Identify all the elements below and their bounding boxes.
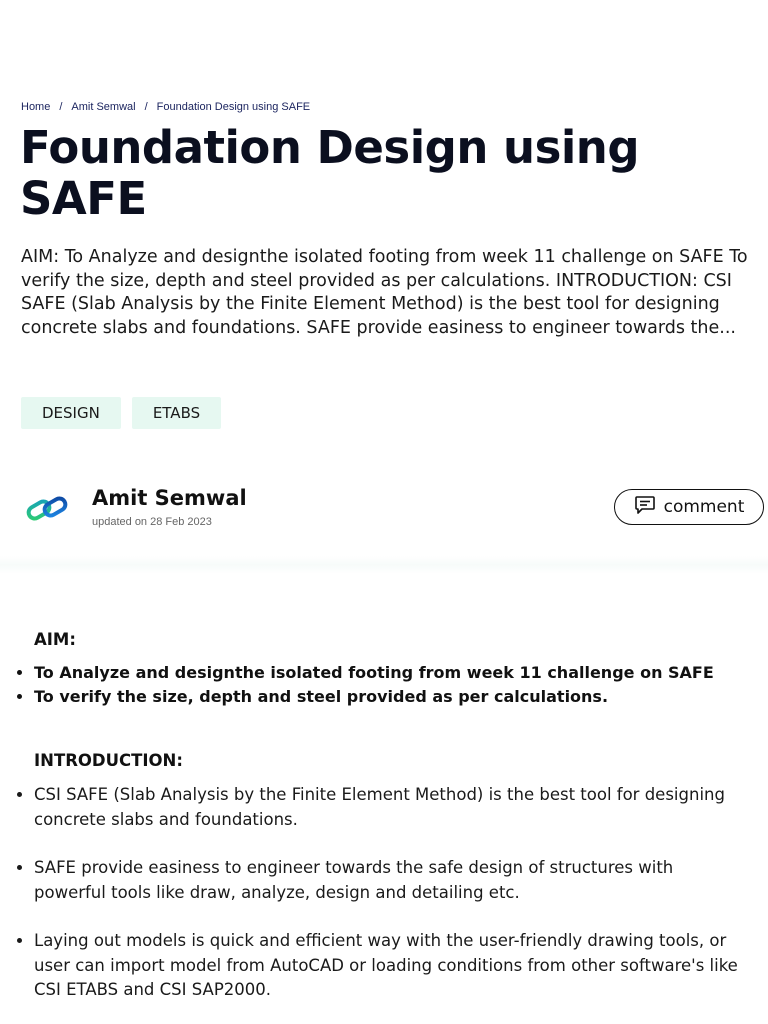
list-item: • CSI SAFE (Slab Analysis by the Finite Element Method) is the best tool for designing concrete slabs and foundations. (34, 783, 744, 832)
list-item: • To Analyze and designthe isolated footing from week 11 challenge on SAFE (34, 661, 754, 685)
author-name[interactable]: Amit Semwal (92, 486, 247, 510)
aim-list (0, 661, 754, 709)
aim-heading: AIM: (34, 630, 76, 649)
comment-icon (634, 495, 656, 520)
tag-design[interactable]: DESIGN (21, 397, 121, 429)
breadcrumb-author-link[interactable]: Amit Semwal (71, 101, 136, 113)
author-row (0, 480, 768, 550)
breadcrumb-separator: / (144, 101, 148, 113)
list-item: • To verify the size, depth and steel provided as per calculations. (34, 685, 754, 709)
introduction-heading: INTRODUCTION: (34, 751, 183, 770)
chain-link-icon[interactable] (26, 496, 70, 522)
comment-button-label: comment (663, 497, 745, 517)
breadcrumb (21, 101, 310, 113)
breadcrumb-home-link[interactable]: Home (21, 101, 51, 113)
breadcrumb-current-link[interactable]: Foundation Design using SAFE (156, 101, 311, 113)
list-item: • SAFE provide easiness to engineer towards the safe design of structures with powerful tools like draw, analyze, design and detailing etc. (34, 856, 744, 905)
section-divider (0, 556, 768, 574)
introduction-list (0, 783, 744, 1024)
page-title: Foundation Design using SAFE (20, 121, 640, 225)
list-item: • Laying out models is quick and efficient way with the user-friendly drawing tools, or user can import model from AutoCAD or loading conditions from other software's like CSI ETABS and CSI SAP2000. (34, 929, 744, 1003)
tag-list (21, 397, 221, 429)
comment-button[interactable] (614, 489, 764, 525)
tag-etabs[interactable]: ETABS (132, 397, 221, 429)
breadcrumb-separator: / (59, 101, 63, 113)
updated-date: updated on 28 Feb 2023 (92, 516, 212, 528)
article-summary: AIM: To Analyze and designthe isolated footing from week 11 challenge on SAFE To verify the size, depth and steel provided as per calculations. INTRODUCTION: CSI SAFE (Slab Analysis by the Finite Element Method) is the best tool for designing concrete slabs and foundations. SAFE provide easiness to engineer towards the... (21, 247, 748, 338)
